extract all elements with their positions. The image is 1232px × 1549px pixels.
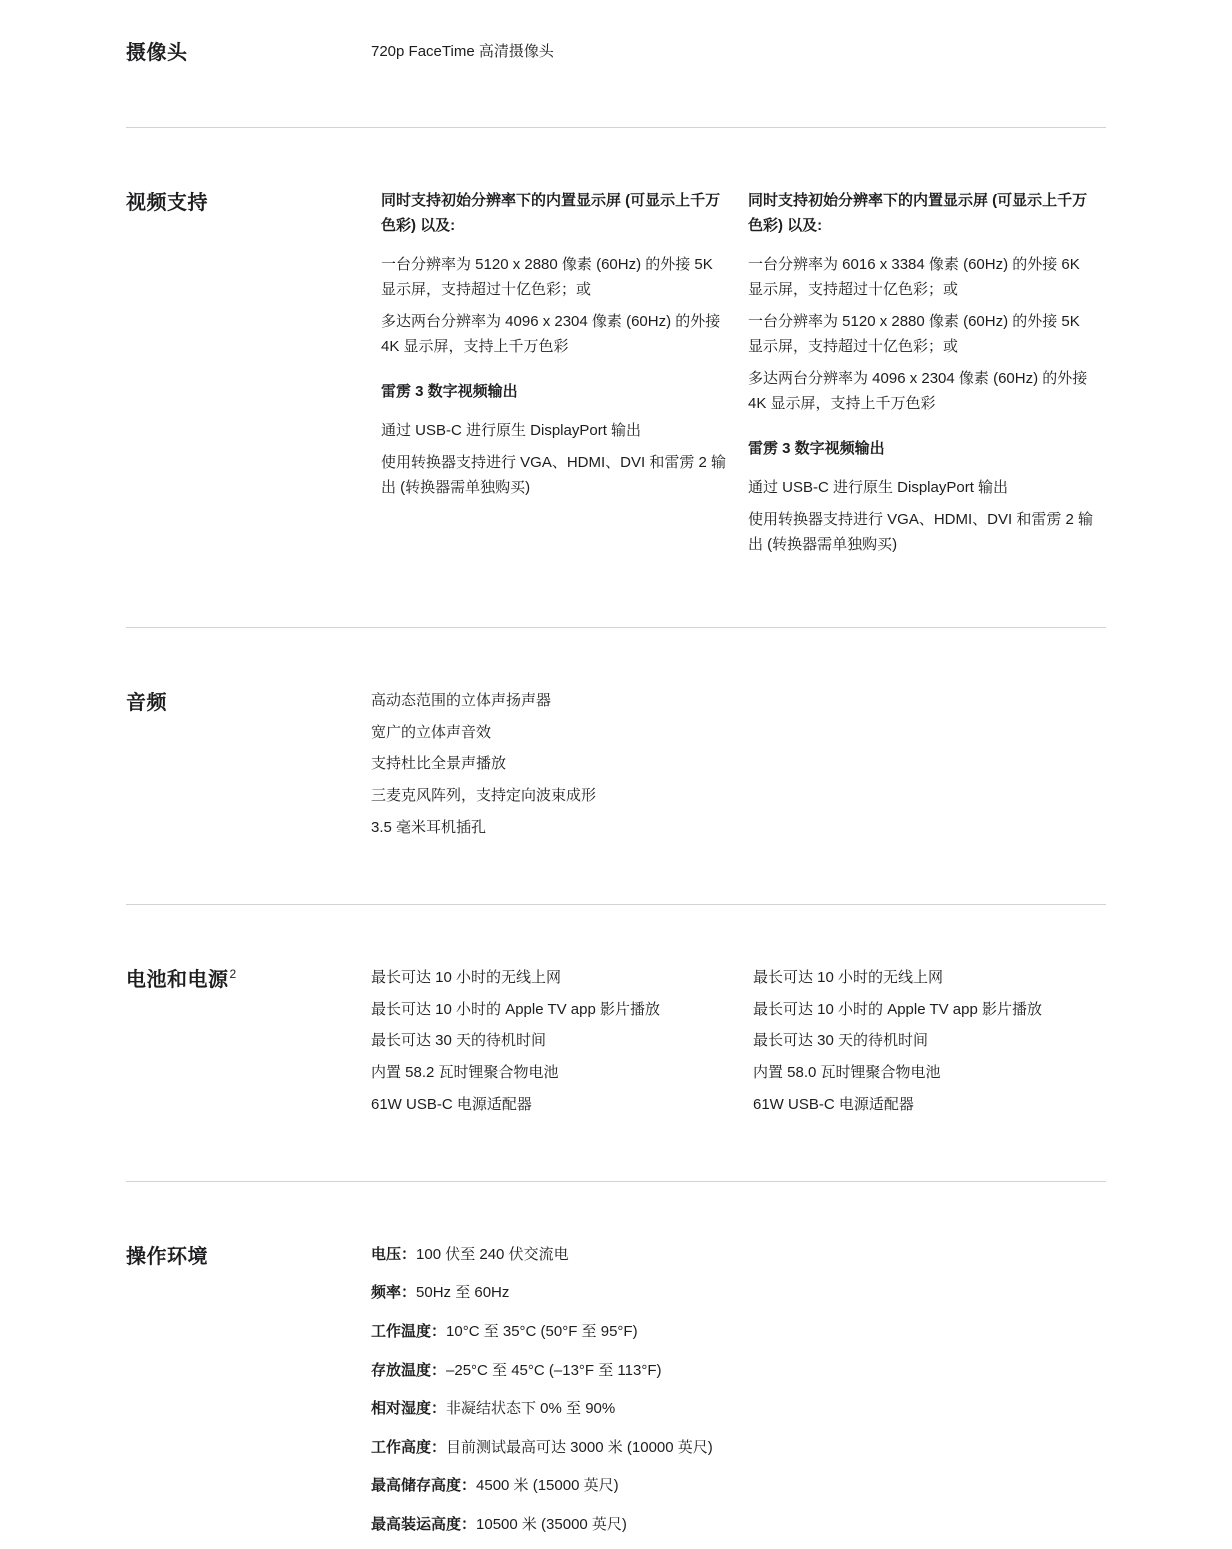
battery-item: 61W USB‑C 电源适配器: [753, 1096, 914, 1113]
battery-item: 最长可达 10 小时的 Apple TV app 影片播放: [753, 1001, 1042, 1018]
environment-value: 100 伏至 240 伏交流电: [416, 1246, 569, 1263]
section-title-battery: [126, 963, 237, 992]
section-title-video: 视频支持: [126, 192, 208, 214]
divider: [126, 904, 1106, 905]
battery-item: 最长可达 10 小时的 Apple TV app 影片播放: [371, 1001, 660, 1018]
divider: [126, 127, 1106, 128]
section-title-environment: 操作环境: [126, 1246, 208, 1268]
battery-item: 内置 58.0 瓦时锂聚合物电池: [753, 1064, 941, 1081]
environment-label: 最高储存高度：: [371, 1477, 477, 1494]
video-item: 多达两台分辨率为 4096 x 2304 像素 (60Hz) 的外接 4K 显示屏，支持上千万色彩: [381, 313, 721, 355]
video-output-item: 使用转换器支持进行 VGA、HDMI、DVI 和雷雳 2 输出 (转换器需单独购买): [748, 511, 1094, 553]
section-camera: [126, 36, 1106, 96]
video-output-item: 使用转换器支持进行 VGA、HDMI、DVI 和雷雳 2 输出 (转换器需单独购买): [381, 454, 727, 496]
section-title-camera: 摄像头: [126, 42, 188, 64]
environment-item: [371, 1245, 569, 1265]
environment-item: [371, 1361, 661, 1381]
environment-value: 50Hz 至 60Hz: [416, 1284, 510, 1301]
video-item: 一台分辨率为 5120 x 2880 像素 (60Hz) 的外接 5K 显示屏，支持超过十亿色彩；或: [748, 313, 1080, 355]
video-item: 一台分辨率为 6016 x 3384 像素 (60Hz) 的外接 6K 显示屏，支持超过十亿色彩；或: [748, 256, 1080, 298]
environment-label: 电压：: [371, 1246, 417, 1263]
environment-label: 工作高度：: [371, 1439, 447, 1456]
battery-item: 61W USB‑C 电源适配器: [371, 1096, 532, 1113]
environment-item: [371, 1322, 638, 1342]
environment-label: 频率：: [371, 1284, 417, 1301]
camera-value: 720p FaceTime 高清摄像头: [371, 43, 554, 60]
section-title-audio: 音频: [126, 692, 167, 714]
battery-item: 最长可达 10 小时的无线上网: [753, 969, 944, 986]
audio-item: 高动态范围的立体声扬声器: [371, 692, 552, 709]
audio-item: 支持杜比全景声播放: [371, 755, 507, 772]
footnote-marker: 2: [229, 967, 237, 982]
divider: [126, 627, 1106, 628]
video-output-item: 通过 USB‑C 进行原生 DisplayPort 输出: [748, 479, 1009, 496]
video-item: 一台分辨率为 5120 x 2880 像素 (60Hz) 的外接 5K 显示屏，支持超过十亿色彩；或: [381, 256, 713, 298]
battery-item: 最长可达 30 天的待机时间: [753, 1032, 929, 1049]
video-output-item: 通过 USB‑C 进行原生 DisplayPort 输出: [381, 422, 642, 439]
environment-label: 相对湿度：: [371, 1400, 447, 1417]
environment-item: [371, 1476, 619, 1496]
environment-item: [371, 1515, 627, 1535]
environment-item: [371, 1399, 615, 1419]
environment-label: 最高装运高度：: [371, 1516, 477, 1533]
battery-item: 最长可达 30 天的待机时间: [371, 1032, 547, 1049]
environment-value: 非凝结状态下 0% 至 90%: [446, 1400, 616, 1417]
section-title-battery-text: 电池和电源: [126, 969, 229, 991]
section-environment: [126, 1240, 1106, 1540]
environment-label: 工作温度：: [371, 1323, 447, 1340]
section-audio: [126, 686, 1106, 856]
audio-item: 宽广的立体声音效: [371, 724, 492, 741]
audio-item: 三麦克风阵列，支持定向波束成形: [371, 787, 597, 804]
section-video: [126, 186, 1106, 586]
section-battery: [126, 963, 1106, 1133]
battery-item: 内置 58.2 瓦时锂聚合物电池: [371, 1064, 559, 1081]
environment-label: 存放温度：: [371, 1362, 447, 1379]
divider: [126, 1181, 1106, 1182]
environment-item: [371, 1438, 713, 1458]
environment-value: 10°C 至 35°C (50°F 至 95°F): [446, 1323, 638, 1340]
video-column-1: [381, 188, 731, 500]
video-intro: 同时支持初始分辨率下的内置显示屏 (可显示上千万色彩) 以及:: [748, 192, 1088, 234]
video-intro: 同时支持初始分辨率下的内置显示屏 (可显示上千万色彩) 以及:: [381, 192, 721, 234]
environment-value: –25°C 至 45°C (–13°F 至 113°F): [446, 1362, 662, 1379]
video-column-2: [748, 188, 1098, 557]
environment-value: 4500 米 (15000 英尺): [476, 1477, 619, 1494]
video-output-title: 雷雳 3 数字视频输出: [748, 440, 885, 457]
video-output-title: 雷雳 3 数字视频输出: [381, 383, 518, 400]
audio-item: 3.5 毫米耳机插孔: [371, 819, 487, 836]
battery-item: 最长可达 10 小时的无线上网: [371, 969, 562, 986]
video-item: 多达两台分辨率为 4096 x 2304 像素 (60Hz) 的外接 4K 显示屏，支持上千万色彩: [748, 370, 1088, 412]
environment-value: 目前测试最高可达 3000 米 (10000 英尺): [446, 1439, 713, 1456]
environment-item: [371, 1283, 509, 1303]
environment-value: 10500 米 (35000 英尺): [476, 1516, 627, 1533]
